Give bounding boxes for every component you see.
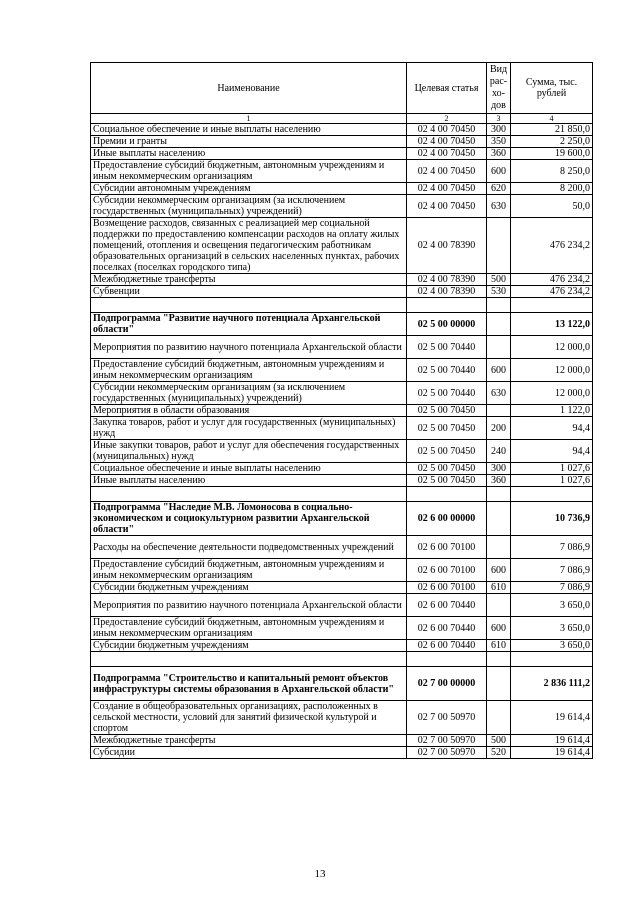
table-row	[91, 195, 593, 218]
cell-code: 02 5 00 70450	[407, 475, 487, 487]
cell-name: Субсидии некоммерческим организациям (за исключением государственных (муниципальных) учреждений)	[91, 382, 407, 405]
cell-sum: 2 250,0	[511, 136, 593, 148]
cell-vid	[487, 218, 511, 274]
cell-vid: 360	[487, 475, 511, 487]
table-row	[91, 136, 593, 148]
cell-name: Возмещение расходов, связанных с реализацией мер социальной поддержки по предоставлению компенсации расходов на оплату жилых помещений, отопления и освещения педагогическим работникам образовательных организаций в сельских населенных пунктах, рабочих поселках (поселках городского типа)	[91, 218, 407, 274]
cell-code: 02 6 00 70440	[407, 617, 487, 640]
page-number: 13	[314, 868, 326, 880]
cell-code: 02 4 00 70450	[407, 160, 487, 183]
cell-name: Мероприятия по развитию научного потенциала Архангельской области	[91, 594, 407, 617]
spacer-row	[91, 652, 593, 667]
cell-code: 02 5 00 70440	[407, 382, 487, 405]
cell-name: Социальное обеспечение и иные выплаты населению	[91, 124, 407, 136]
table-row	[91, 536, 593, 559]
header-name: Наименование	[91, 63, 407, 114]
cell-code: 02 6 00 70100	[407, 582, 487, 594]
cell-sum: 19 614,4	[511, 735, 593, 747]
table-row	[91, 617, 593, 640]
cell-sum: 10 736,9	[511, 502, 593, 536]
cell-vid: 300	[487, 463, 511, 475]
cell-code: 02 4 00 70450	[407, 124, 487, 136]
cell-code: 02 4 00 78390	[407, 274, 487, 286]
cell-sum: 13 122,0	[511, 313, 593, 336]
cell-vid: 600	[487, 559, 511, 582]
cell-vid: 300	[487, 124, 511, 136]
cell-name: Субсидии бюджетным учреждениям	[91, 582, 407, 594]
cell-code: 02 7 00 00000	[407, 667, 487, 701]
table-row	[91, 582, 593, 594]
cell-vid	[487, 502, 511, 536]
cell-code: 02 7 00 50970	[407, 735, 487, 747]
cell-name: Иные выплаты населению	[91, 148, 407, 160]
cell-vid: 630	[487, 195, 511, 218]
cell-code: 02 7 00 50970	[407, 701, 487, 735]
cell-vid	[487, 336, 511, 359]
cell-name: Субсидии	[91, 747, 407, 759]
cell-code: 02 4 00 70450	[407, 148, 487, 160]
cell-sum: 1 027,6	[511, 463, 593, 475]
cell-code: 02 6 00 70440	[407, 640, 487, 652]
cell-name: Подпрограмма "Наследие М.В. Ломоносова в социально-экономическом и социокультурном развитии Архангельской области"	[91, 502, 407, 536]
cell-sum: 12 000,0	[511, 336, 593, 359]
cell-sum: 1 122,0	[511, 405, 593, 417]
spacer-row	[91, 298, 593, 313]
cell-code	[407, 487, 487, 502]
cell-vid: 500	[487, 735, 511, 747]
table-row	[91, 336, 593, 359]
cell-code: 02 4 00 78390	[407, 218, 487, 274]
cell-vid: 610	[487, 582, 511, 594]
table-row	[91, 124, 593, 136]
cell-name: Межбюджетные трансферты	[91, 735, 407, 747]
cell-vid: 600	[487, 160, 511, 183]
header-code: Целевая статья	[407, 63, 487, 114]
cell-name: Расходы на обеспечение деятельности подведомственных учреждений	[91, 536, 407, 559]
cell-vid: 600	[487, 359, 511, 382]
cell-name	[91, 487, 407, 502]
spacer-row	[91, 487, 593, 502]
table-row	[91, 463, 593, 475]
cell-vid: 630	[487, 382, 511, 405]
cell-sum: 476 234,2	[511, 218, 593, 274]
cell-sum: 94,4	[511, 440, 593, 463]
cell-sum: 3 650,0	[511, 640, 593, 652]
cell-sum: 476 234,2	[511, 286, 593, 298]
table-row	[91, 701, 593, 735]
cell-name: Субсидии автономным учреждениям	[91, 183, 407, 195]
column-number: 4	[511, 114, 593, 124]
table-row	[91, 559, 593, 582]
table-row	[91, 405, 593, 417]
cell-code: 02 5 00 70440	[407, 359, 487, 382]
cell-sum: 21 850,0	[511, 124, 593, 136]
cell-code: 02 4 00 70450	[407, 195, 487, 218]
cell-name: Иные выплаты населению	[91, 475, 407, 487]
cell-code: 02 5 00 70440	[407, 336, 487, 359]
cell-code: 02 4 00 78390	[407, 286, 487, 298]
cell-vid	[487, 536, 511, 559]
cell-sum: 8 200,0	[511, 183, 593, 195]
table-row	[91, 160, 593, 183]
cell-name: Субвенции	[91, 286, 407, 298]
cell-sum: 2 836 111,2	[511, 667, 593, 701]
cell-name: Предоставление субсидий бюджетным, автономным учреждениям и иным некоммерческим организациям	[91, 559, 407, 582]
cell-sum	[511, 298, 593, 313]
cell-sum: 94,4	[511, 417, 593, 440]
cell-code: 02 5 00 70450	[407, 405, 487, 417]
cell-vid: 600	[487, 617, 511, 640]
column-number: 2	[407, 114, 487, 124]
column-number: 3	[487, 114, 511, 124]
cell-vid	[487, 313, 511, 336]
cell-name: Подпрограмма "Развитие научного потенциала Архангельской области"	[91, 313, 407, 336]
table-row	[91, 286, 593, 298]
subprogram-row	[91, 667, 593, 701]
cell-code: 02 4 00 70450	[407, 136, 487, 148]
table-row	[91, 747, 593, 759]
cell-vid: 530	[487, 286, 511, 298]
cell-vid: 520	[487, 747, 511, 759]
cell-name: Мероприятия по развитию научного потенциала Архангельской области	[91, 336, 407, 359]
cell-vid: 610	[487, 640, 511, 652]
cell-vid	[487, 405, 511, 417]
cell-code: 02 6 00 70440	[407, 594, 487, 617]
cell-code: 02 6 00 70100	[407, 536, 487, 559]
cell-sum: 8 250,0	[511, 160, 593, 183]
cell-sum: 3 650,0	[511, 594, 593, 617]
table-row	[91, 440, 593, 463]
cell-code: 02 5 00 00000	[407, 313, 487, 336]
table-header-row	[91, 63, 593, 114]
cell-sum: 50,0	[511, 195, 593, 218]
cell-name: Социальное обеспечение и иные выплаты населению	[91, 463, 407, 475]
cell-vid	[487, 701, 511, 735]
table-row	[91, 274, 593, 286]
table-row	[91, 382, 593, 405]
cell-name: Межбюджетные трансферты	[91, 274, 407, 286]
cell-name: Предоставление субсидий бюджетным, автономным учреждениям и иным некоммерческим организациям	[91, 160, 407, 183]
cell-code: 02 6 00 70100	[407, 559, 487, 582]
cell-sum: 19 614,4	[511, 701, 593, 735]
cell-sum: 7 086,9	[511, 582, 593, 594]
cell-name: Иные закупки товаров, работ и услуг для обеспечения государственных (муниципальных) нужд	[91, 440, 407, 463]
cell-vid	[487, 667, 511, 701]
cell-vid: 360	[487, 148, 511, 160]
table-row	[91, 148, 593, 160]
cell-code: 02 4 00 70450	[407, 183, 487, 195]
cell-vid: 200	[487, 417, 511, 440]
subprogram-row	[91, 502, 593, 536]
header-vid: Вид рас-хо-дов	[487, 63, 511, 114]
cell-name: Предоставление субсидий бюджетным, автономным учреждениям и иным некоммерческим организациям	[91, 359, 407, 382]
cell-name: Предоставление субсидий бюджетным, автономным учреждениям и иным некоммерческим организациям	[91, 617, 407, 640]
column-number-row	[91, 114, 593, 124]
table-row	[91, 475, 593, 487]
cell-code	[407, 298, 487, 313]
cell-sum	[511, 487, 593, 502]
cell-sum: 7 086,9	[511, 536, 593, 559]
cell-sum: 476 234,2	[511, 274, 593, 286]
cell-name: Мероприятия в области образования	[91, 405, 407, 417]
cell-code: 02 5 00 70450	[407, 463, 487, 475]
cell-name: Закупка товаров, работ и услуг для государственных (муниципальных) нужд	[91, 417, 407, 440]
column-number: 1	[91, 114, 407, 124]
header-sum: Сумма, тыс. рублей	[511, 63, 593, 114]
cell-code: 02 5 00 70450	[407, 440, 487, 463]
subprogram-row	[91, 313, 593, 336]
cell-sum: 19 614,4	[511, 747, 593, 759]
cell-name	[91, 298, 407, 313]
cell-vid	[487, 652, 511, 667]
cell-code: 02 5 00 70450	[407, 417, 487, 440]
cell-sum: 12 000,0	[511, 382, 593, 405]
cell-name: Премии и гранты	[91, 136, 407, 148]
cell-name	[91, 652, 407, 667]
table-row	[91, 183, 593, 195]
table-row	[91, 594, 593, 617]
cell-vid	[487, 487, 511, 502]
table-row	[91, 417, 593, 440]
cell-name: Субсидии некоммерческим организациям (за исключением государственных (муниципальных) учреждений)	[91, 195, 407, 218]
cell-vid	[487, 298, 511, 313]
table-row	[91, 359, 593, 382]
cell-sum: 19 600,0	[511, 148, 593, 160]
budget-table	[90, 62, 593, 759]
cell-sum: 7 086,9	[511, 559, 593, 582]
cell-vid: 350	[487, 136, 511, 148]
table-row	[91, 218, 593, 274]
cell-code: 02 7 00 50970	[407, 747, 487, 759]
cell-sum: 12 000,0	[511, 359, 593, 382]
cell-sum: 3 650,0	[511, 617, 593, 640]
cell-name: Подпрограмма "Строительство и капитальный ремонт объектов инфраструктуры системы образования в Архангельской области"	[91, 667, 407, 701]
cell-sum: 1 027,6	[511, 475, 593, 487]
cell-vid: 240	[487, 440, 511, 463]
table-row	[91, 640, 593, 652]
cell-sum	[511, 652, 593, 667]
cell-vid: 500	[487, 274, 511, 286]
cell-vid: 620	[487, 183, 511, 195]
cell-code: 02 6 00 00000	[407, 502, 487, 536]
table-row	[91, 735, 593, 747]
cell-vid	[487, 594, 511, 617]
cell-code	[407, 652, 487, 667]
cell-name: Создание в общеобразовательных организациях, расположенных в сельской местности, условий для занятий физической культурой и спортом	[91, 701, 407, 735]
cell-name: Субсидии бюджетным учреждениям	[91, 640, 407, 652]
